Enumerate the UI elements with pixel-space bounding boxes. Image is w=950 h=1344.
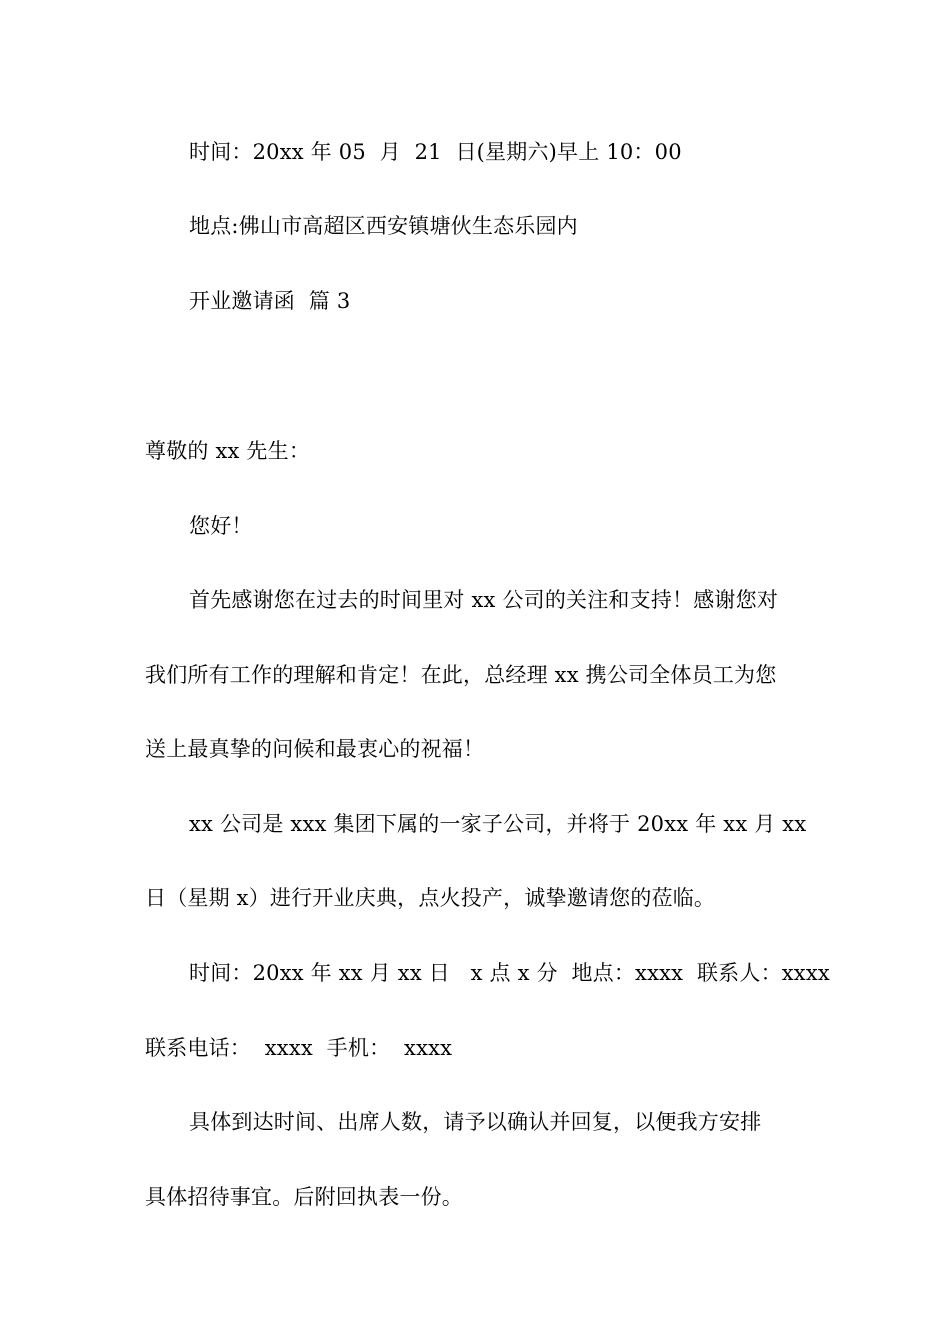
event-time-line: 时间：20xx 年 05 月 21 日(星期六)早上 10：00 <box>189 140 682 164</box>
body-paragraph-line: xx 公司是 xxx 集团下属的一家子公司，并将于 20xx 年 xx 月 xx <box>189 812 807 836</box>
event-location-line: 地点:佛山市高超区西安镇塘伙生态乐园内 <box>189 214 578 238</box>
body-paragraph-line: 日（星期 x）进行开业庆典，点火投产，诚挚邀请您的莅临。 <box>145 886 716 910</box>
salutation: 尊敬的 xx 先生： <box>145 439 311 463</box>
greeting: 您好！ <box>189 514 253 538</box>
body-paragraph-line: 具体到达时间、出席人数，请予以确认并回复，以便我方安排 <box>189 1110 762 1134</box>
body-paragraph-line: 首先感谢您在过去的时间里对 xx 公司的关注和支持！感谢您对 <box>189 588 779 612</box>
contact-phone-line: 联系电话： xxxx 手机： xxxx <box>145 1036 453 1060</box>
section-heading: 开业邀请函 篇 3 <box>189 289 351 313</box>
contact-info-line: 时间：20xx 年 xx 月 xx 日 x 点 x 分 地点：xxxx 联系人：xxxx <box>189 961 830 985</box>
body-paragraph-line: 我们所有工作的理解和肯定！在此，总经理 xx 携公司全体员工为您 <box>145 663 777 687</box>
body-paragraph-line: 具体招待事宜。后附回执表一份。 <box>145 1185 463 1209</box>
body-paragraph-line: 送上最真挚的问候和最衷心的祝福！ <box>145 737 485 761</box>
